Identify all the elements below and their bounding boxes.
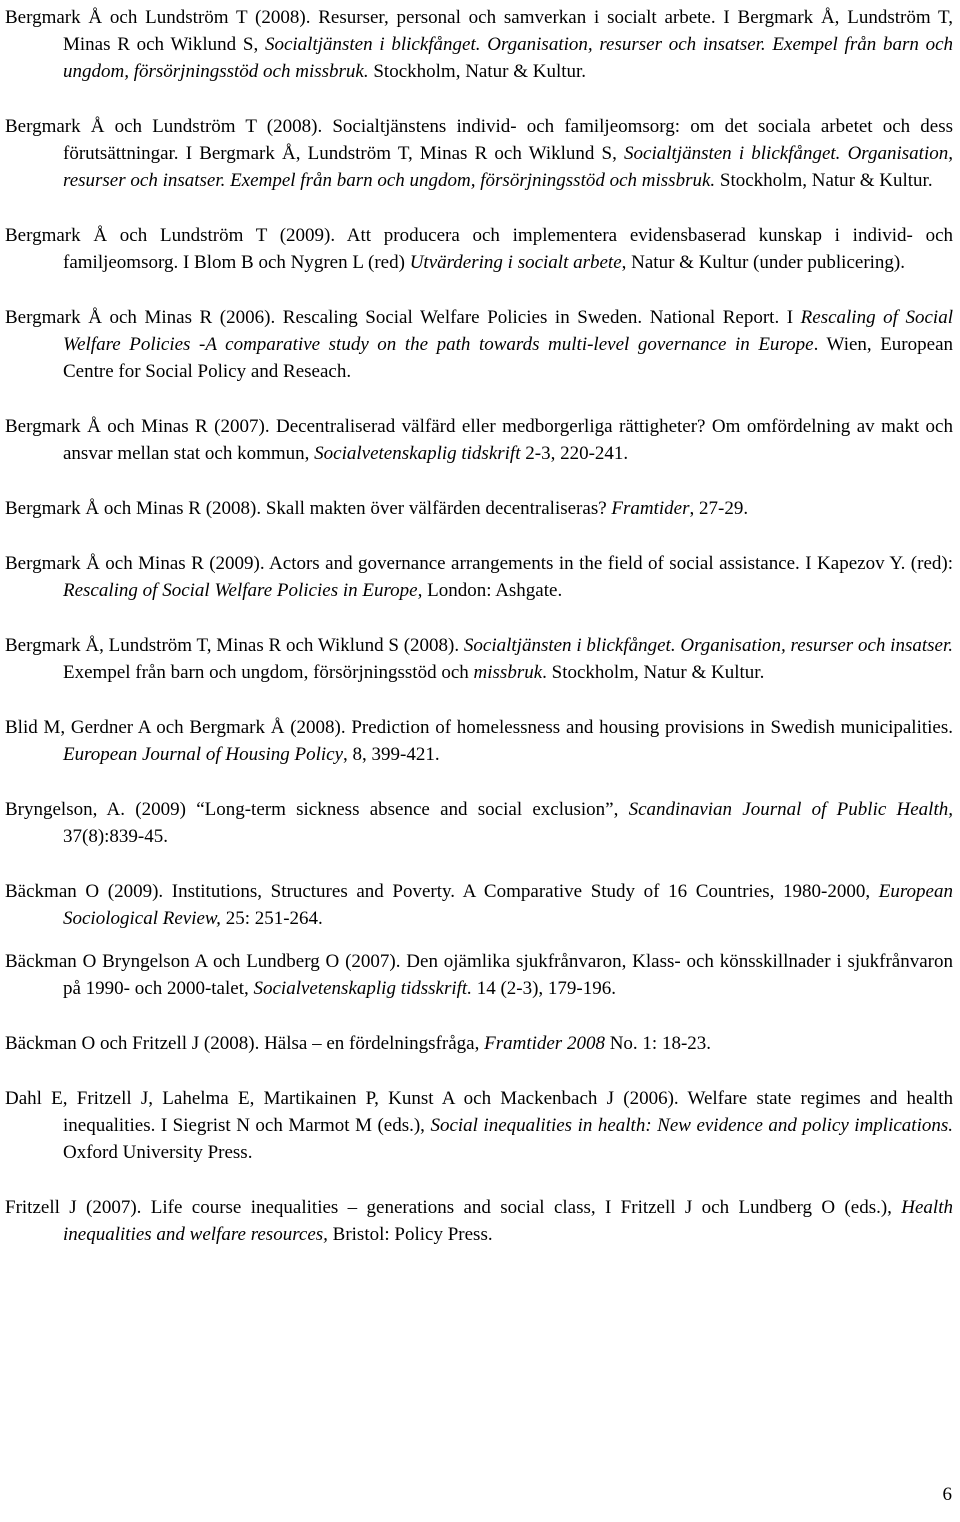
reference-italic-text: Socialvetenskaplig tidsskrift.	[253, 978, 472, 999]
reference-text: Bergmark Å och Minas R (2008). Skall makten över välfärden decentraliseras?	[5, 498, 612, 519]
reference-italic-text: Socialtjänsten i blickfånget. Organisation, resurser och insatser.	[463, 635, 953, 656]
reference-italic-text: European Sociological Review,	[63, 881, 953, 929]
reference-entry	[5, 1194, 953, 1248]
reference-list	[5, 4, 953, 1276]
reference-entry	[5, 113, 953, 194]
reference-italic-text: Health inequalities and welfare resources,	[63, 1197, 953, 1245]
reference-text: Fritzell J (2007). Life course inequalities – generations and social class, I Fritzell J och Lundberg O (eds.),	[5, 1197, 902, 1218]
reference-entry	[5, 4, 953, 85]
reference-text: London: Ashgate.	[422, 580, 563, 601]
reference-italic-text: European Journal of Housing Policy	[63, 744, 344, 765]
reference-text: , 27-29.	[689, 498, 749, 519]
reference-italic-text: Socialtjänsten i blickfånget. Organisation, resurser och insatser. Exempel från barn och ungdom, försörjningsstöd och missbruk.	[63, 34, 953, 82]
reference-text: Bäckman O (2009). Institutions, Structures and Poverty. A Comparative Study of 16 Countries, 1980-2000,	[5, 881, 879, 902]
reference-text: Oxford University Press.	[63, 1142, 253, 1163]
reference-italic-text: Framtider	[611, 498, 690, 519]
reference-italic-text: Scandinavian Journal of Public Health,	[628, 799, 953, 820]
reference-entry	[5, 495, 953, 522]
reference-text: 37(8):839-45.	[63, 826, 169, 847]
reference-text: Bryngelson, A. (2009) “Long-term sickness absence and social exclusion”,	[5, 799, 629, 820]
reference-italic-text: Utvärdering i socialt arbete	[409, 252, 622, 273]
page-number: 6	[942, 1484, 952, 1505]
reference-text: Exempel från barn och ungdom, försörjningsstöd och	[63, 662, 474, 683]
reference-italic-text: Rescaling of Social Welfare Policies -A comparative study on the path towards multi-level governance in Europe	[63, 307, 953, 355]
reference-text: , Natur & Kultur (under publicering).	[621, 252, 905, 273]
reference-text: Bäckman O och Fritzell J (2008). Hälsa – en fördelningsfråga,	[5, 1033, 485, 1054]
reference-entry	[5, 1030, 953, 1057]
reference-entry	[5, 878, 953, 932]
reference-text: 14 (2-3), 179-196.	[471, 978, 617, 999]
reference-entry	[5, 304, 953, 385]
reference-text: Bergmark Å, Lundström T, Minas R och Wiklund S (2008).	[5, 635, 464, 656]
reference-text: Bergmark Å och Lundström T (2008). Socialtjänstens individ- och familjeomsorg: om det sociala arbetet och dess förutsättningar. I Bergmark Å, Lundström T, Minas R och Wiklund S,	[5, 116, 953, 164]
reference-entry	[5, 222, 953, 276]
reference-text: Bristol: Policy Press.	[327, 1224, 493, 1245]
reference-entry	[5, 413, 953, 467]
reference-text: Stockholm, Natur & Kultur.	[715, 170, 933, 191]
reference-italic-text: Socialtjänsten i blickfånget. Organisation, resurser och insatser. Exempel från barn och ungdom, försörjningsstöd och missbruk.	[63, 143, 953, 191]
reference-entry	[5, 796, 953, 850]
reference-text: 2-3, 220-241.	[520, 443, 629, 464]
reference-italic-text: Rescaling of Social Welfare Policies in Europe,	[63, 580, 423, 601]
reference-italic-text: Framtider 2008	[484, 1033, 605, 1054]
reference-entry	[5, 714, 953, 768]
reference-text: , 8, 399-421.	[343, 744, 440, 765]
reference-italic-text: Socialvetenskaplig tidskrift	[314, 443, 521, 464]
reference-text: . Wien, European Centre for Social Policy and Reseach.	[63, 334, 954, 382]
reference-text: No. 1: 18-23.	[604, 1033, 712, 1054]
reference-text: Bergmark Å och Minas R (2009). Actors and governance arrangements in the field of social assistance. I Kapezov Y. (red):	[5, 553, 953, 574]
reference-text: Bergmark Å och Minas R (2006). Rescaling Social Welfare Policies in Sweden. National Report. I	[5, 307, 801, 328]
reference-text: Bäckman O Bryngelson A och Lundberg O (2007). Den ojämlika sjukfrånvaron, Klass- och könsskillnader i sjukfrånvaron på 1990- och 2000-talet,	[5, 951, 953, 999]
reference-text: . Stockholm, Natur & Kultur.	[542, 662, 765, 683]
reference-text: Bergmark Å och Lundström T (2009). Att producera och implementera evidensbaserad kunskap i individ- och familjeomsorg. I Blom B och Nygren L (red)	[5, 225, 953, 273]
reference-text: Blid M, Gerdner A och Bergmark Å (2008). Prediction of homelessness and housing provisions in Swedish municipalities.	[5, 717, 953, 738]
reference-text: Bergmark Å och Lundström T (2008). Resurser, personal och samverkan i socialt arbete. I Bergmark Å, Lundström T, Minas R och Wiklund S,	[5, 7, 953, 55]
reference-entry	[5, 948, 953, 1002]
reference-italic-text: Social inequalities in health: New evidence and policy implications.	[430, 1115, 953, 1136]
reference-text: 25: 251-264.	[220, 908, 323, 929]
reference-entry	[5, 550, 953, 604]
reference-italic-text: missbruk	[473, 662, 543, 683]
reference-text: Stockholm, Natur & Kultur.	[368, 61, 587, 82]
reference-text: Bergmark Å och Minas R (2007). Decentraliserad välfärd eller medborgerliga rättigheter? Om omfördelning av makt och ansvar mellan stat och kommun,	[5, 416, 953, 464]
reference-entry	[5, 1085, 953, 1166]
reference-text: Dahl E, Fritzell J, Lahelma E, Martikainen P, Kunst A och Mackenbach J (2006). Welfare state regimes and health inequalities. I Siegrist N och Marmot M (eds.),	[5, 1088, 953, 1136]
reference-entry	[5, 632, 953, 686]
